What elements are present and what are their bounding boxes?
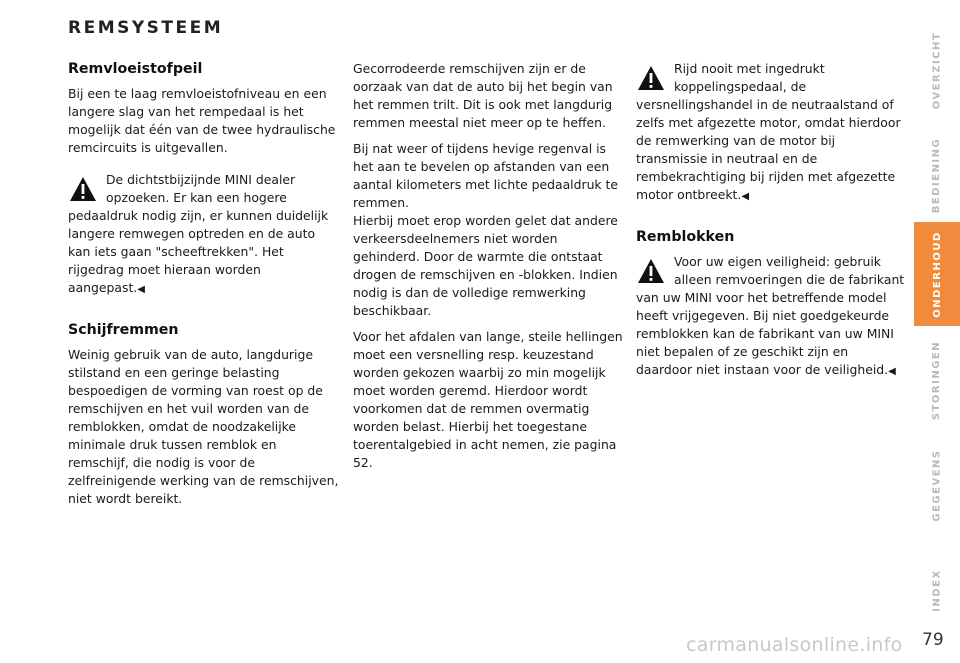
warning-note bbox=[636, 60, 908, 206]
warning-text: Rijd nooit met ingedrukt koppelingspedaal, de versnellingshandel in de neutraalstand of zelfs met afgezette motor, omdat hierdoor de remwerking van de motor bij transmissie in neutraal en de rembekrachtiging bij rijden met afgezette motor ontbreekt. bbox=[636, 61, 901, 202]
section-tab-bar bbox=[914, 0, 960, 663]
paragraph: Voor het afdalen van lange, steile hellingen moet een versnelling resp. keuzestand worden gekozen waarbij zo min mogelijk moet worden geremd. Hierdoor wordt voorkomen dat de remmen overmatig worden belast. Hierbij het toegestane toerentalgebied in acht nemen, zie pagina 52. bbox=[353, 329, 623, 470]
tab-onderhoud[interactable] bbox=[914, 222, 960, 326]
tab-label: GEGEVENS bbox=[931, 448, 943, 522]
section-heading-remblokken: Remblokken bbox=[636, 229, 735, 245]
warning-triangle-icon bbox=[636, 256, 666, 286]
column-1 bbox=[68, 60, 340, 516]
end-mark-icon: ◀ bbox=[888, 366, 896, 377]
tab-label: ONDERHOUD bbox=[931, 230, 943, 318]
tab-label: STORINGEN bbox=[931, 340, 943, 420]
section-heading-remvloeistofpeil: Remvloeistofpeil bbox=[68, 61, 203, 77]
page-number: 79 bbox=[922, 630, 944, 650]
tab-bediening[interactable] bbox=[914, 125, 960, 225]
tab-index[interactable] bbox=[914, 560, 960, 620]
column-2 bbox=[353, 60, 627, 480]
tab-overzicht[interactable] bbox=[914, 20, 960, 120]
tab-storingen[interactable] bbox=[914, 330, 960, 430]
tab-label: INDEX bbox=[931, 568, 943, 612]
column-3 bbox=[636, 60, 908, 389]
warning-note bbox=[68, 171, 340, 299]
watermark: carmanualsonline.info bbox=[686, 634, 903, 656]
end-mark-icon: ◀ bbox=[741, 191, 750, 202]
paragraph-part: Bij nat weer of tijdens hevige regenval is het aan te bevelen op afstanden van een aantal kilometers met lichte pedaaldruk te remmen. bbox=[353, 141, 619, 210]
end-mark-icon: ◀ bbox=[137, 284, 145, 295]
paragraph bbox=[353, 140, 627, 320]
paragraph: Weinig gebruik van de auto, langdurige stilstand en een geringe belasting bespoedigen de vorming van roest op de remschijven en het vuil worden van de remblokken, omdat de noodzakelijke minimale druk tussen remblok en remschijf, die nodig is voor de zelfreinigende werking van de remschijven, niet wordt bereikt. bbox=[68, 347, 339, 506]
warning-triangle-icon bbox=[636, 63, 666, 93]
paragraph: Gecorrodeerde remschijven zijn er de oorzaak van dat de auto bij het begin van het remmen trilt. Dit is ook met langdurig remmen meestal niet meer op te heffen. bbox=[353, 61, 613, 130]
warning-triangle-icon bbox=[68, 174, 98, 204]
section-heading-schijfremmen: Schijfremmen bbox=[68, 322, 179, 338]
tab-gegevens[interactable] bbox=[914, 435, 960, 535]
warning-text: Voor uw eigen veiligheid: gebruik alleen remvoeringen die de fabrikant van uw MINI voor het betreffende model heeft vrijgegeven. Bij niet goedgekeurde remblokken kan de fabrikant van uw MINI niet bepalen of ze geschikt zijn en daardoor niet instaan voor de veiligheid. bbox=[636, 254, 905, 377]
warning-note bbox=[636, 253, 908, 381]
tab-label: BEDIENING bbox=[931, 137, 943, 213]
paragraph: Bij een te laag remvloeistofniveau en een langere slag van het rempedaal is het mogelijk dat één van de twee hydraulische remcircuits is uitgevallen. bbox=[68, 86, 336, 155]
warning-text: De dichtstbijzijnde MINI dealer opzoeken. Er kan een hogere pedaaldruk nodig zijn, er kunnen duidelijk langere remwegen optreden en de auto kan iets gaan "scheeftrekken". Het rijgedrag moet hieraan worden aangepast. bbox=[68, 172, 329, 295]
page-title: REMSYSTEEM bbox=[68, 18, 224, 38]
tab-label: OVERZICHT bbox=[931, 31, 943, 109]
paragraph-part: Hierbij moet erop worden gelet dat andere verkeersdeelnemers niet worden gehinderd. Door de warmte die ontstaat drogen de remschijven en -blokken. Indien nodig is dan de volledige remwerking beschikbaar. bbox=[353, 213, 618, 318]
